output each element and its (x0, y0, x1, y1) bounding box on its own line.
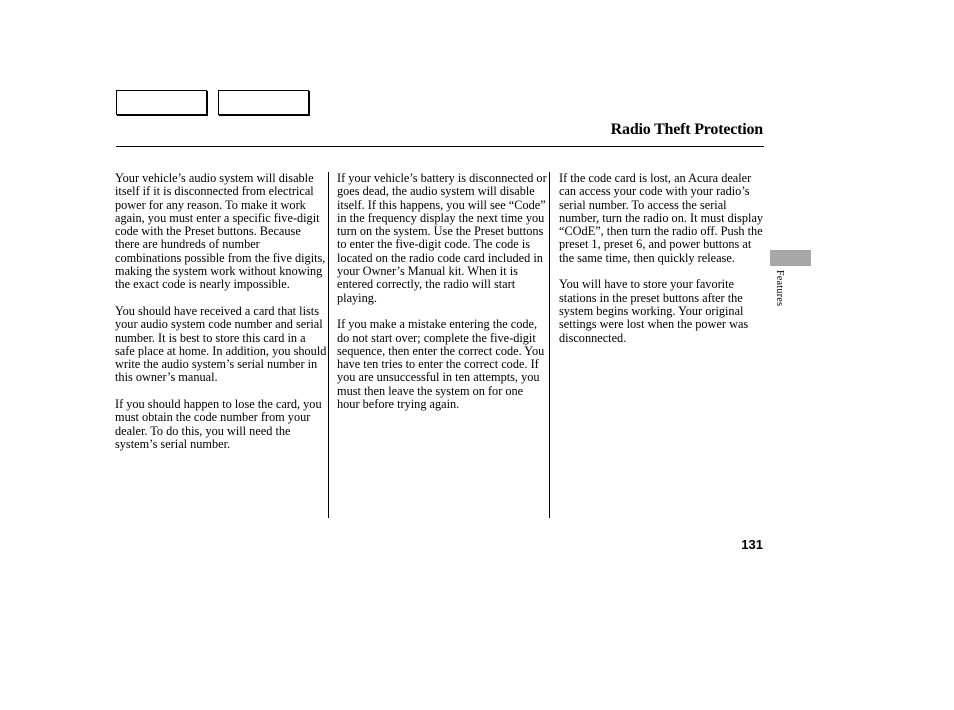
title-rule (116, 146, 764, 147)
paragraph: If you should happen to lose the card, you must obtain the code number from your dealer. To do this, you will need the system’s serial number. (115, 397, 322, 451)
text-column-2 (337, 172, 547, 425)
paragraph: If your vehicle’s battery is disconnected or goes dead, the audio system will disable itself. If this happens, you will see “Code” in the frequency display the next time you turn on the system. Use the Preset buttons to enter the five-digit code. The code is located on the radio code card included in your Owner’s Manual kit. When it is entered correctly, the radio will start playing. (337, 171, 547, 305)
column-divider (549, 172, 550, 518)
paragraph: If the code card is lost, an Acura dealer can access your code with your radio’s serial number. To access the serial number, turn the radio on. It must display “COdE”, then turn the radio off. Push the preset 1, preset 6, and power buttons at the same time, then quickly release. (559, 171, 764, 265)
page-number: 131 (741, 537, 763, 552)
paragraph: You will have to store your favorite stations in the preset buttons after the system begins working. Your original settings were lost when the power was disconnected. (559, 277, 749, 345)
paragraph: Your vehicle’s audio system will disable itself if it is disconnected from electrical power for any reason. To make it work again, you must enter a specific five-digit code with the Preset buttons. Because there are hundreds of number combinations possible from the five digits, making the system work without knowing the exact code is nearly impossible. (115, 171, 326, 292)
paragraph: You should have received a card that lists your audio system code number and serial number. It is best to store this card in a safe place at home. In addition, you should write the audio system’s serial number in this owner’s manual. (115, 303, 327, 385)
paragraph: If you make a mistake entering the code, do not start over; complete the five-digit sequence, then enter the correct code. You have ten tries to enter the correct code. If you are unsuccessful in ten attempts, you must then leave the system on for one hour before trying again. (337, 317, 545, 412)
column-divider (328, 172, 329, 518)
nav-button-table-of-contents[interactable] (218, 90, 309, 115)
nav-button-main-menu[interactable] (116, 90, 207, 115)
text-column-3 (559, 172, 764, 358)
page-title: Radio Theft Protection (610, 121, 763, 138)
section-tab-label: Features (774, 270, 785, 307)
text-column-1 (115, 172, 328, 465)
section-tab-marker (770, 250, 811, 266)
